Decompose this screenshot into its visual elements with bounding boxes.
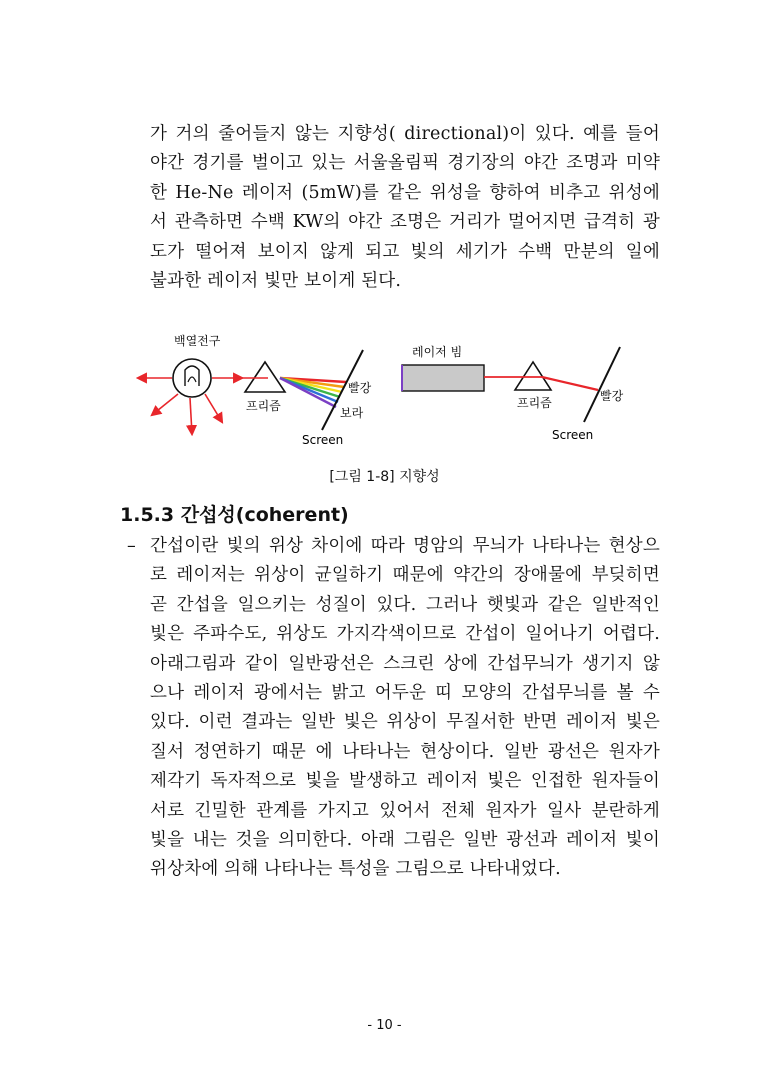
text-line: 서 관측하면 수백 KW의 야간 조명은 거리가 멀어지면 급격히 광 bbox=[150, 212, 660, 233]
violet-label: 보라 bbox=[340, 406, 364, 420]
text-line: 곧 간섭을 일으키는 성질이 있다. 그러나 햇빛과 같은 일반적인 bbox=[150, 594, 660, 615]
text-line: 로 레이저는 위상이 균일하기 때문에 약간의 장애물에 부딪히면 bbox=[150, 565, 660, 586]
text-line: 서로 긴밀한 관계를 가지고 있어서 전체 원자가 일사 분란하게 bbox=[150, 800, 660, 821]
directionality-figure bbox=[130, 330, 650, 455]
text-line: 제각기 독자적으로 빛을 발생하고 레이저 빛은 인접한 원자들이 bbox=[150, 771, 660, 792]
text-line: 아래그림과 같이 일반광선은 스크린 상에 간섭무늬가 생기지 않 bbox=[150, 653, 660, 674]
text-line: 질서 정연하기 때문 에 나타나는 현상이다. 일반 광선은 원자가 bbox=[150, 741, 660, 762]
prism-right bbox=[515, 362, 551, 390]
red-label-left: 빨강 bbox=[348, 381, 372, 395]
paragraph-coherence bbox=[150, 532, 660, 885]
light-bulb-icon bbox=[173, 359, 211, 397]
text-line: 불과한 레이저 빛만 보이게 된다. bbox=[150, 271, 402, 292]
page-number: - 10 - bbox=[367, 1018, 402, 1033]
section-heading: 1.5.3 간섭성(coherent) bbox=[120, 504, 349, 526]
text-line: 빛은 주파수도, 위상도 가지각색이므로 간섭이 일어나기 어렵다. bbox=[150, 624, 660, 645]
text-line: 야간 경기를 벌이고 있는 서울올림픽 경기장의 야간 조명과 미약 bbox=[150, 153, 660, 174]
prism-label-right: 프리즘 bbox=[517, 396, 552, 410]
text-line: 으나 레이저 광에서는 밝고 어두운 띠 모양의 간섭무늬를 볼 수 bbox=[150, 683, 660, 704]
screen-label-left: Screen bbox=[302, 433, 344, 447]
laser-label: 레이저 빔 bbox=[412, 345, 463, 359]
bulb-label: 백열전구 bbox=[174, 334, 221, 348]
text-line: 간섭이란 빛의 위상 차이에 따라 명암의 무늬가 나타나는 현상으 bbox=[150, 536, 660, 556]
text-line: 있다. 이런 결과는 일반 빛은 위상이 무질서한 반면 레이저 빛은 bbox=[150, 712, 660, 733]
text-line: 도가 떨어져 보이지 않게 되고 빛의 세기가 수백 만분의 일에 bbox=[150, 241, 660, 262]
red-label-right: 빨강 bbox=[600, 389, 624, 403]
screen-label-right: Screen bbox=[552, 428, 594, 442]
text-line: 한 He-Ne 레이저 (5mW)를 같은 위성을 향하여 비추고 위성에 bbox=[150, 182, 660, 203]
laser-body bbox=[402, 365, 484, 391]
prism-left bbox=[245, 362, 285, 392]
prism-label-left: 프리즘 bbox=[246, 399, 281, 413]
text-line: 위상차에 의해 나타나는 특성을 그림으로 나타내었다. bbox=[150, 859, 561, 880]
paragraph-directionality bbox=[150, 120, 660, 296]
screen-right bbox=[584, 347, 620, 422]
text-line: 빛을 내는 것을 의미한다. 아래 그림은 일반 광선과 레이저 빛이 bbox=[150, 830, 660, 851]
bulb-rays bbox=[138, 378, 242, 434]
figure-caption: [그림 1-8] 지향성 bbox=[329, 469, 440, 485]
list-bullet: – bbox=[127, 536, 136, 556]
text-line: 가 거의 줄어들지 않는 지향성( directional)이 있다. 예를 들어 bbox=[150, 124, 660, 144]
